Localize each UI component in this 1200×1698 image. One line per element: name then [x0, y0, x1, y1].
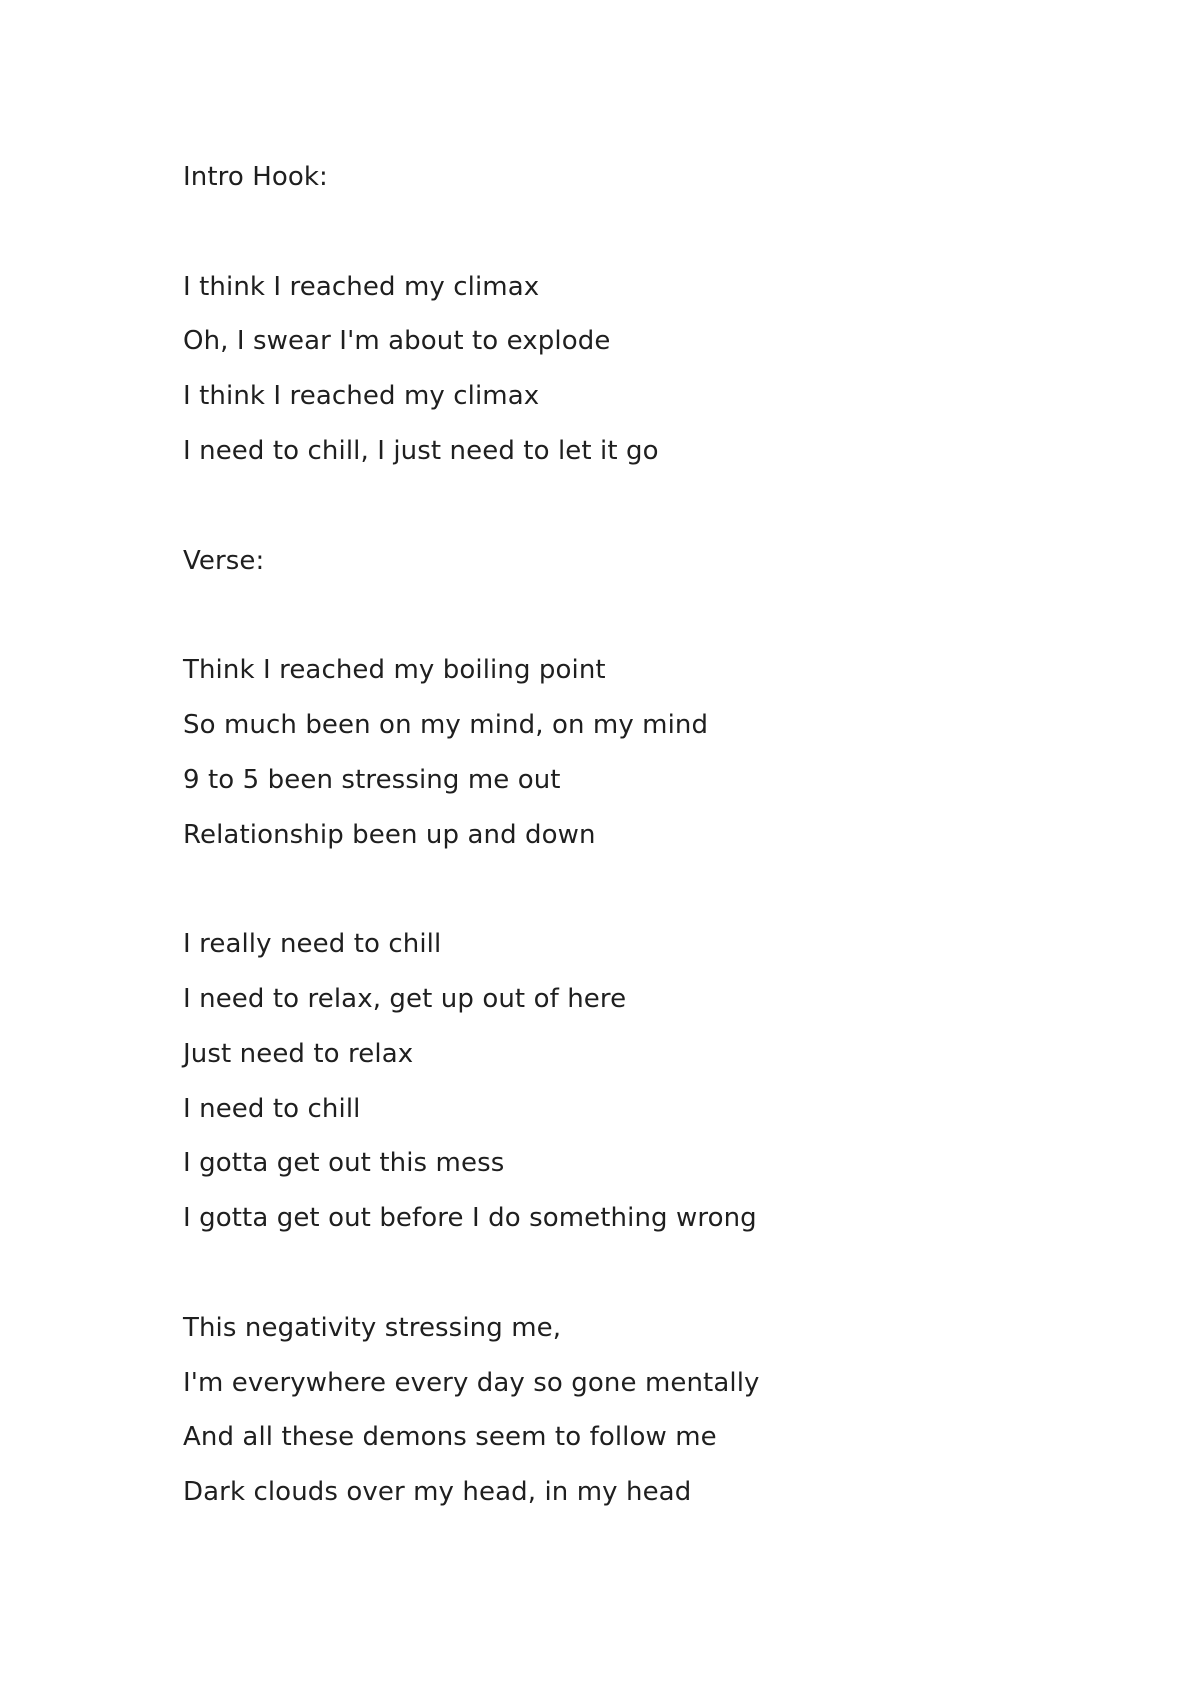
lyrics-body [183, 150, 1083, 1520]
lyric-line: I think I reached my climax [183, 381, 540, 412]
lyric-line: Dark clouds over my head, in my head [183, 1477, 692, 1508]
lyric-line: I'm everywhere every day so gone mentally [183, 1367, 760, 1398]
blank-line [183, 588, 1083, 643]
stanza-verse-1 [183, 643, 1083, 862]
lyric-line: Think I reached my boiling point [183, 655, 606, 686]
lyric-line: I need to relax, get up out of here [183, 983, 627, 1014]
lyric-line: Oh, I swear I'm about to explode [183, 326, 611, 357]
lyric-line: And all these demons seem to follow me [183, 1422, 717, 1453]
lyric-line: Relationship been up and down [183, 819, 596, 850]
lyric-line: So much been on my mind, on my mind [183, 709, 709, 740]
blank-line [183, 862, 1083, 917]
stanza-verse-3 [183, 1301, 1083, 1520]
section-heading-intro-hook: Intro Hook: [183, 162, 328, 192]
stanza-verse-2 [183, 917, 1083, 1246]
stanza-intro-hook [183, 260, 1083, 479]
lyric-line: I need to chill [183, 1093, 361, 1124]
blank-line [183, 205, 1083, 260]
blank-line [183, 1246, 1083, 1301]
lyric-line: This negativity stressing me, [183, 1312, 562, 1343]
lyric-line: Just need to relax [183, 1038, 414, 1069]
lyric-line: I gotta get out this mess [183, 1148, 505, 1179]
lyric-line: I think I reached my climax [183, 271, 540, 302]
lyric-line: 9 to 5 been stressing me out [183, 764, 561, 795]
lyric-line: I need to chill, I just need to let it go [183, 435, 659, 466]
blank-line [183, 479, 1083, 534]
section-heading-verse: Verse: [183, 545, 265, 576]
lyric-line: I gotta get out before I do something wrong [183, 1203, 757, 1234]
lyric-line: I really need to chill [183, 929, 442, 960]
